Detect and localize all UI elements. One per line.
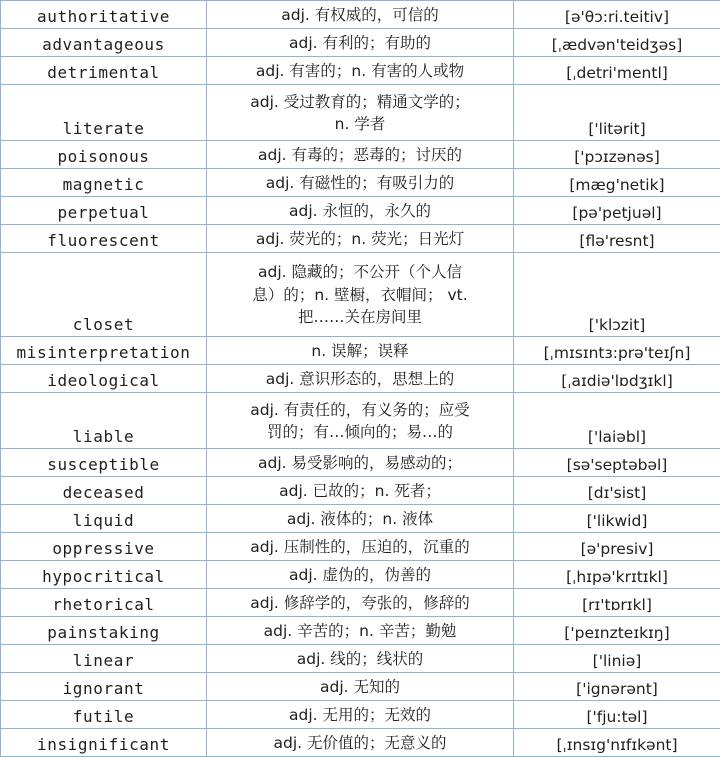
meaning-cell xyxy=(207,57,514,85)
meaning-line: n. 误解；误释 xyxy=(209,340,511,363)
word-cell: rhetorical xyxy=(1,589,207,617)
meaning-cell xyxy=(207,1,514,29)
table-row xyxy=(1,29,720,57)
meaning-line: adj. 线的；线状的 xyxy=(209,648,511,671)
word-cell: perpetual xyxy=(1,197,207,225)
word-cell: ideological xyxy=(1,365,207,393)
table-row xyxy=(1,561,720,589)
phonetic-cell: [ˌmɪsɪntɜ:prə'teɪʃn] xyxy=(514,337,720,365)
meaning-line: adj. 隐藏的；不公开（个人信 xyxy=(209,261,511,284)
table-row xyxy=(1,337,720,365)
word-cell: futile xyxy=(1,701,207,729)
word-cell: ignorant xyxy=(1,673,207,701)
table-row xyxy=(1,365,720,393)
table-row xyxy=(1,225,720,253)
word-cell: literate xyxy=(1,85,207,141)
meaning-line: adj. 有责任的，有义务的；应受 xyxy=(209,399,511,422)
word-cell: poisonous xyxy=(1,141,207,169)
word-cell: closet xyxy=(1,253,207,337)
word-cell: deceased xyxy=(1,477,207,505)
meaning-cell xyxy=(207,729,514,757)
meaning-cell xyxy=(207,449,514,477)
meaning-line: adj. 辛苦的；n. 辛苦；勤勉 xyxy=(209,620,511,643)
meaning-cell xyxy=(207,645,514,673)
phonetic-cell: [ˌɪnsɪg'nɪfɪkənt] xyxy=(514,729,720,757)
meaning-line: adj. 永恒的，永久的 xyxy=(209,200,511,223)
meaning-line: 把……关在房间里 xyxy=(209,306,511,329)
word-cell: detrimental xyxy=(1,57,207,85)
word-cell: susceptible xyxy=(1,449,207,477)
meaning-cell xyxy=(207,561,514,589)
meaning-cell xyxy=(207,29,514,57)
phonetic-cell: [ə'θɔ:ri.teitiv] xyxy=(514,1,720,29)
meaning-cell xyxy=(207,85,514,141)
table-row xyxy=(1,589,720,617)
phonetic-cell: ['laiəbl] xyxy=(514,393,720,449)
meaning-cell xyxy=(207,197,514,225)
meaning-line: adj. 液体的；n. 液体 xyxy=(209,508,511,531)
word-cell: painstaking xyxy=(1,617,207,645)
word-cell: hypocritical xyxy=(1,561,207,589)
meaning-line: adj. 易受影响的，易感动的； xyxy=(209,452,511,475)
meaning-line: adj. 意识形态的，思想上的 xyxy=(209,368,511,391)
table-row xyxy=(1,673,720,701)
table-row xyxy=(1,57,720,85)
meaning-line: adj. 压制性的，压迫的，沉重的 xyxy=(209,536,511,559)
phonetic-cell: ['ignərənt] xyxy=(514,673,720,701)
meaning-cell xyxy=(207,141,514,169)
phonetic-cell: ['litərit] xyxy=(514,85,720,141)
table-row xyxy=(1,729,720,757)
meaning-cell xyxy=(207,225,514,253)
meaning-line: 息）的；n. 壁橱，衣帽间； vt. xyxy=(209,284,511,307)
meaning-line: adj. 已故的；n. 死者； xyxy=(209,480,511,503)
phonetic-cell: ['klɔzit] xyxy=(514,253,720,337)
meaning-cell xyxy=(207,253,514,337)
word-cell: liquid xyxy=(1,505,207,533)
table-row xyxy=(1,617,720,645)
meaning-cell xyxy=(207,337,514,365)
meaning-line: 罚的；有…倾向的；易…的 xyxy=(209,421,511,444)
meaning-cell xyxy=(207,617,514,645)
meaning-cell xyxy=(207,393,514,449)
phonetic-cell: ['peɪnzteɪkɪŋ] xyxy=(514,617,720,645)
meaning-cell xyxy=(207,505,514,533)
phonetic-cell: [mæg'netik] xyxy=(514,169,720,197)
meaning-line: adj. 荧光的；n. 荧光；日光灯 xyxy=(209,228,511,251)
vocabulary-table-body xyxy=(1,1,720,757)
table-row xyxy=(1,477,720,505)
table-row xyxy=(1,505,720,533)
phonetic-cell: ['fju:təl] xyxy=(514,701,720,729)
meaning-cell xyxy=(207,673,514,701)
meaning-cell xyxy=(207,477,514,505)
phonetic-cell: [dɪ'sist] xyxy=(514,477,720,505)
phonetic-cell: [flə'resnt] xyxy=(514,225,720,253)
phonetic-cell: ['likwid] xyxy=(514,505,720,533)
phonetic-cell: [rɪ'tɒrɪkl] xyxy=(514,589,720,617)
table-row xyxy=(1,1,720,29)
phonetic-cell: [ˌhɪpə'krɪtɪkl] xyxy=(514,561,720,589)
meaning-line: adj. 受过教育的；精通文学的； xyxy=(209,91,511,114)
meaning-line: adj. 有权威的，可信的 xyxy=(209,4,511,27)
word-cell: magnetic xyxy=(1,169,207,197)
meaning-line: adj. 修辞学的，夸张的，修辞的 xyxy=(209,592,511,615)
meaning-cell xyxy=(207,533,514,561)
meaning-cell xyxy=(207,169,514,197)
phonetic-cell: [ˌaɪdiə'lɒdʒɪkl] xyxy=(514,365,720,393)
phonetic-cell: [sə'septəbəl] xyxy=(514,449,720,477)
table-row xyxy=(1,701,720,729)
table-row xyxy=(1,393,720,449)
word-cell: liable xyxy=(1,393,207,449)
word-cell: authoritative xyxy=(1,1,207,29)
table-row xyxy=(1,169,720,197)
table-row xyxy=(1,85,720,141)
table-row xyxy=(1,645,720,673)
meaning-line: n. 学者 xyxy=(209,113,511,136)
meaning-line: adj. 无价值的；无意义的 xyxy=(209,732,511,755)
phonetic-cell: [pə'petjuəl] xyxy=(514,197,720,225)
meaning-cell xyxy=(207,589,514,617)
table-row xyxy=(1,141,720,169)
word-cell: fluorescent xyxy=(1,225,207,253)
table-row xyxy=(1,533,720,561)
word-cell: oppressive xyxy=(1,533,207,561)
meaning-line: adj. 有磁性的；有吸引力的 xyxy=(209,172,511,195)
word-cell: insignificant xyxy=(1,729,207,757)
table-row xyxy=(1,253,720,337)
meaning-cell xyxy=(207,365,514,393)
table-row xyxy=(1,449,720,477)
word-cell: advantageous xyxy=(1,29,207,57)
table-row xyxy=(1,197,720,225)
meaning-line: adj. 无用的；无效的 xyxy=(209,704,511,727)
word-cell: linear xyxy=(1,645,207,673)
phonetic-cell: [ˌædvən'teidʒəs] xyxy=(514,29,720,57)
meaning-line: adj. 虚伪的，伪善的 xyxy=(209,564,511,587)
phonetic-cell: [ˌdetri'mentl] xyxy=(514,57,720,85)
word-cell: misinterpretation xyxy=(1,337,207,365)
meaning-line: adj. 无知的 xyxy=(209,676,511,699)
meaning-line: adj. 有利的；有助的 xyxy=(209,32,511,55)
phonetic-cell: ['liniə] xyxy=(514,645,720,673)
meaning-line: adj. 有毒的；恶毒的；讨厌的 xyxy=(209,144,511,167)
meaning-cell xyxy=(207,701,514,729)
phonetic-cell: [ə'presiv] xyxy=(514,533,720,561)
meaning-line: adj. 有害的；n. 有害的人或物 xyxy=(209,60,511,83)
phonetic-cell: ['pɔɪzənəs] xyxy=(514,141,720,169)
